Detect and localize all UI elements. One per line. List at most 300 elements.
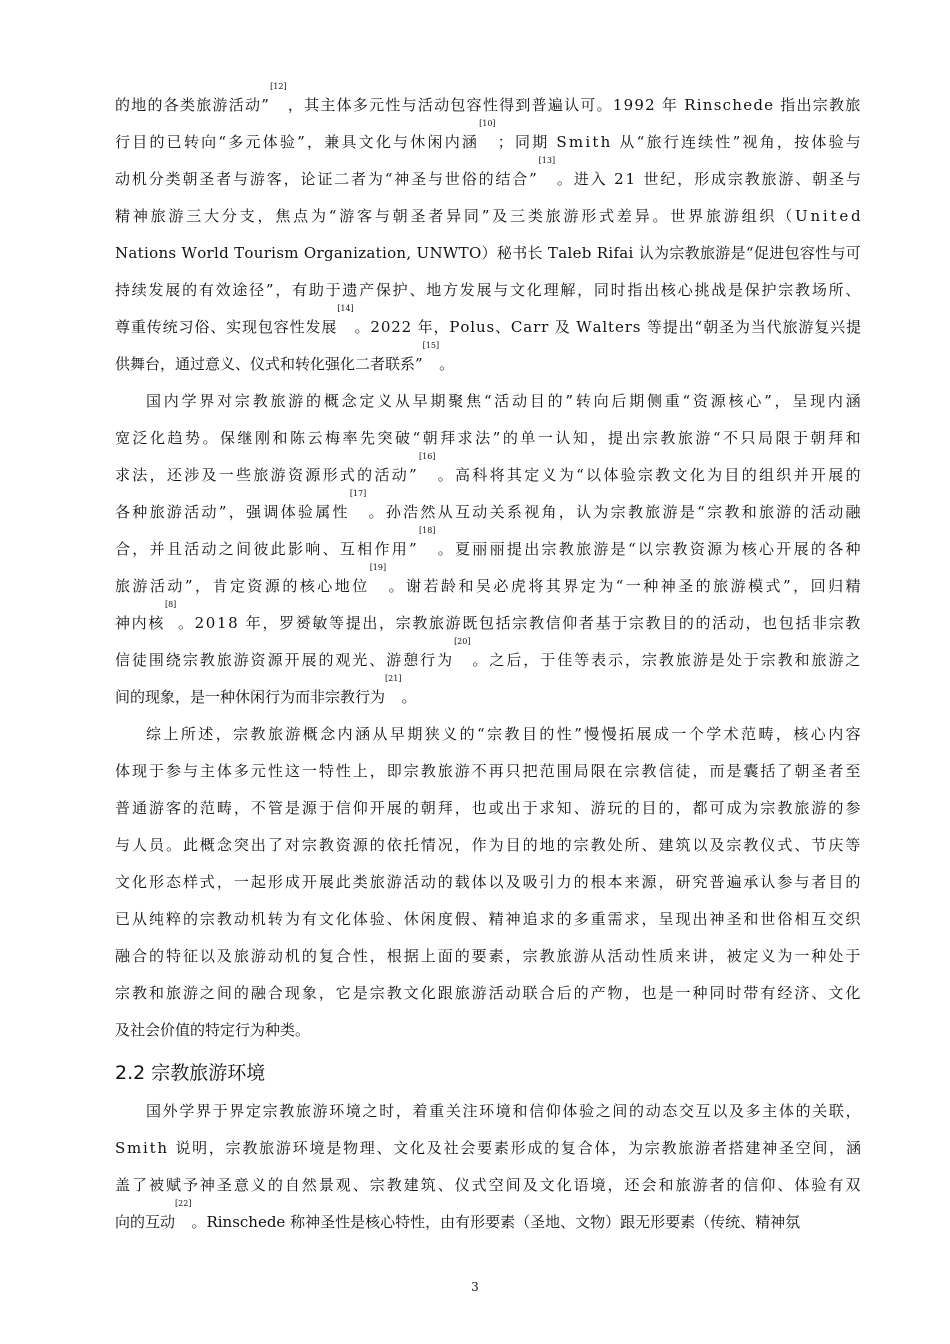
text-char: 为	[777, 947, 793, 965]
text-char: 物	[607, 984, 623, 1002]
text-line	[115, 526, 861, 568]
text-char: 动	[434, 96, 450, 114]
text-char: “	[694, 318, 703, 336]
text-char: 朝	[810, 429, 826, 447]
text-char: 元	[245, 133, 261, 151]
text-char: 国	[146, 392, 162, 410]
text-char: 括	[760, 762, 776, 780]
text-char: 宗	[522, 947, 538, 965]
text-char: 来	[624, 873, 640, 891]
text-char: 验	[297, 503, 313, 521]
text-char: 行	[663, 133, 679, 151]
text-char: 畴	[758, 725, 774, 743]
text-char: 组	[741, 207, 757, 225]
text-char: “	[636, 133, 645, 151]
text-char: 圣	[828, 170, 844, 188]
text-char: 开	[810, 466, 826, 484]
text-char: 的	[233, 984, 249, 1002]
text-char: t	[608, 318, 615, 336]
text-char: 1	[216, 614, 227, 632]
text-char: 旅	[267, 725, 283, 743]
text-char: 验	[579, 1102, 595, 1120]
text-char: 验	[620, 466, 636, 484]
text-char: 游	[212, 96, 228, 114]
text-char: ，	[228, 503, 244, 521]
text-char: e	[614, 318, 624, 336]
text-char: 的	[810, 540, 826, 558]
text-char: 复	[560, 1139, 576, 1157]
text-char: 合	[539, 984, 555, 1002]
text-char: ，	[793, 577, 809, 595]
text-char: 些	[236, 466, 252, 484]
text-char: 游	[454, 762, 470, 780]
text-char: 知	[556, 799, 572, 817]
text-char: 旅	[545, 207, 561, 225]
paragraph-intl-definitions	[115, 82, 861, 383]
text-char: 环	[292, 1139, 308, 1157]
text-char: 保	[220, 429, 236, 447]
text-line	[115, 383, 861, 420]
text-char: 信	[335, 799, 351, 817]
text-char: W	[181, 244, 197, 262]
text-char: 和	[743, 910, 759, 928]
text-char: 期	[407, 725, 423, 743]
text-char: 仪	[760, 836, 776, 854]
text-char: 从	[437, 503, 453, 521]
text-char: 求	[539, 910, 555, 928]
text-char: 目	[828, 873, 844, 891]
text-char: 后	[556, 984, 572, 1002]
text-char: 习	[178, 318, 194, 336]
text-char: 神	[660, 577, 676, 595]
text-char: 和	[741, 503, 757, 521]
text-char: 并	[793, 466, 809, 484]
text-char: ，	[658, 873, 674, 891]
text-char: ，	[745, 614, 761, 632]
text-char: 重	[429, 1102, 445, 1120]
text-char: 及	[554, 318, 570, 336]
text-char: 游	[776, 503, 792, 521]
text-char: 各	[828, 540, 844, 558]
text-char: 分	[148, 170, 164, 188]
text-char: 从	[619, 133, 635, 151]
text-char: 境	[495, 1102, 511, 1120]
text-char: 展	[301, 651, 317, 669]
text-char: 教	[641, 762, 657, 780]
text-char: 畴	[216, 799, 232, 817]
text-char: 朝	[703, 318, 719, 336]
text-char: 旅	[675, 651, 691, 669]
text-char: 跟	[437, 984, 453, 1002]
text-char: 范	[539, 762, 555, 780]
text-char: 早	[389, 725, 405, 743]
text-char: 以	[488, 873, 504, 891]
text-char: 及	[709, 836, 725, 854]
text-char: 和	[845, 429, 861, 447]
text-line	[115, 975, 861, 1012]
text-char: r	[316, 244, 324, 262]
text-line	[115, 420, 861, 457]
text-char: 旅	[259, 1139, 275, 1157]
text-char: 活	[149, 577, 165, 595]
text-char: 出	[644, 281, 660, 299]
text-char: ，	[283, 170, 299, 188]
text-char: 游	[723, 207, 739, 225]
text-char: 特	[165, 947, 181, 965]
text-char: 种	[132, 503, 148, 521]
text-char: 促	[753, 244, 769, 262]
text-char: 动	[645, 1102, 661, 1120]
text-char: 的	[459, 725, 475, 743]
text-char: 观	[335, 651, 351, 669]
text-char: T	[458, 244, 469, 262]
text-char: 为	[367, 170, 383, 188]
text-char: 教	[558, 540, 574, 558]
text-char: 复	[318, 947, 334, 965]
text-char: m	[127, 1139, 142, 1157]
text-char: 旅	[454, 984, 470, 1002]
text-char: t	[830, 207, 837, 225]
text-char: 与	[374, 207, 390, 225]
text-char: 慢	[601, 725, 617, 743]
text-char: 者	[428, 207, 444, 225]
text-char: 互	[455, 503, 471, 521]
text-char: 源	[641, 873, 657, 891]
text-char: 文	[393, 1139, 409, 1157]
text-char: 旅	[216, 651, 232, 669]
text-char: 济	[794, 984, 810, 1002]
text-char: 兼	[324, 133, 340, 151]
text-char: 动	[505, 984, 521, 1002]
text-char: 义	[541, 466, 557, 484]
text-char: 动	[512, 392, 528, 410]
text-char: “	[384, 170, 393, 188]
document-body	[115, 82, 861, 1241]
text-char: 所	[180, 725, 196, 743]
text-char: 将	[489, 466, 505, 484]
text-char: 观	[335, 1176, 351, 1194]
text-char: 宗	[610, 503, 626, 521]
text-char: 。	[472, 651, 488, 669]
text-char: 员	[148, 836, 164, 854]
text-char: ，	[845, 1102, 861, 1120]
text-char: 资	[692, 392, 708, 410]
text-char: 调	[263, 503, 279, 521]
text-char: 体	[594, 1139, 610, 1157]
text-char: 圣	[726, 910, 742, 928]
text-char: 期	[430, 392, 446, 410]
text-char: 容	[466, 96, 482, 114]
text-char: 引	[539, 873, 555, 891]
text-char: 游	[249, 170, 265, 188]
text-char: 象	[301, 984, 317, 1002]
text-char: 教	[795, 281, 811, 299]
text-char: 景	[318, 1176, 334, 1194]
text-char: 元	[250, 762, 266, 780]
text-char: 朝	[812, 170, 828, 188]
text-char: 回	[810, 577, 826, 595]
text-char: 既	[462, 614, 478, 632]
text-char: 产	[590, 984, 606, 1002]
text-char: 出	[625, 429, 641, 447]
text-char: d	[219, 244, 229, 262]
text-char: 各	[115, 503, 131, 521]
text-char: 以	[712, 1102, 728, 1120]
text-char: 神	[762, 1139, 778, 1157]
text-char: 成	[726, 799, 742, 817]
text-line	[115, 1093, 861, 1130]
text-char: 化	[150, 429, 166, 447]
text-char: 从	[394, 392, 410, 410]
text-char: 梅	[325, 429, 341, 447]
text-char: 化	[375, 133, 391, 151]
text-char: 宗	[301, 836, 317, 854]
text-char	[239, 605, 244, 642]
text-char: 展	[318, 873, 334, 891]
text-char: 视	[742, 133, 758, 151]
text-char: 旅	[233, 947, 249, 965]
text-char: 。	[177, 614, 193, 632]
text-char: 活	[228, 96, 244, 114]
text-char: a	[558, 244, 568, 262]
text-char: 不	[471, 762, 487, 780]
text-char: 罗	[279, 614, 295, 632]
text-char: 是	[658, 984, 674, 1002]
text-char: 建	[658, 836, 674, 854]
text-char: 发	[459, 281, 475, 299]
text-char: 展	[828, 466, 844, 484]
text-char: 内	[828, 725, 844, 743]
text-char: 旅	[115, 577, 131, 595]
text-char: 目	[662, 614, 678, 632]
text-char: 旅	[253, 466, 269, 484]
text-line	[115, 272, 861, 309]
text-char: 核	[728, 392, 744, 410]
text-char: e	[743, 96, 753, 114]
text-char: 必	[493, 577, 509, 595]
text-char: 境	[590, 1176, 606, 1194]
text-char: ，	[611, 1139, 627, 1157]
text-char: 承	[743, 873, 759, 891]
text-char: ，	[379, 614, 395, 632]
text-char: 展	[321, 318, 337, 336]
text-char: 然	[301, 1176, 317, 1194]
text-char: 的	[658, 799, 674, 817]
text-char: 赋	[165, 1176, 181, 1194]
text-char: 信	[743, 1176, 759, 1194]
text-char: 根	[386, 947, 402, 965]
text-char: 已	[115, 910, 131, 928]
text-char: 目	[521, 725, 537, 743]
text-char: 宗	[182, 651, 198, 669]
text-char: 教	[645, 614, 661, 632]
text-char: ，	[132, 540, 148, 558]
text-char: 管	[267, 799, 283, 817]
text-run: 。	[401, 688, 417, 706]
text-char: 双	[845, 1176, 861, 1194]
text-char: 上	[352, 762, 368, 780]
text-char: 各	[163, 96, 179, 114]
text-char: 早	[412, 392, 428, 410]
text-char: 包	[450, 96, 466, 114]
text-char: 于	[325, 281, 341, 299]
text-char: 参	[777, 873, 793, 891]
text-char: 的	[624, 799, 640, 817]
text-char: ，	[775, 725, 791, 743]
text-char: 有	[198, 281, 214, 299]
text-char: 为	[558, 466, 574, 484]
text-line	[115, 119, 861, 161]
text-char: 于	[792, 429, 808, 447]
text-char: 绕	[165, 651, 181, 669]
text-char: 综	[146, 725, 162, 743]
text-char: 融	[115, 947, 131, 965]
text-char: 圣	[718, 318, 734, 336]
text-char: ）	[481, 244, 497, 262]
text-char: 的	[454, 947, 470, 965]
text-char: s	[168, 244, 177, 262]
text-char	[641, 309, 646, 346]
text-char: 旅	[270, 392, 286, 410]
text-char: 织	[759, 207, 775, 225]
text-char: 教	[684, 244, 700, 262]
text-char: t	[137, 244, 144, 262]
text-char: “	[682, 392, 691, 410]
text-char: 响	[305, 540, 321, 558]
text-char: 9	[623, 96, 634, 114]
text-char: 时	[610, 281, 626, 299]
text-char: 建	[403, 1176, 419, 1194]
text-char: a	[592, 318, 602, 336]
text-char: 内	[444, 133, 460, 151]
text-char: 和	[658, 1176, 674, 1194]
text-char: 展	[165, 281, 181, 299]
text-char: 文	[539, 1176, 555, 1194]
text-char: 的	[306, 392, 322, 410]
text-char: 宗	[637, 466, 653, 484]
text-char: 有	[760, 984, 776, 1002]
text-char: W	[442, 244, 459, 262]
text-char: 之	[489, 651, 505, 669]
text-char: 容	[273, 318, 289, 336]
text-char: 0	[205, 614, 216, 632]
text-char: 影	[287, 540, 303, 558]
text-char: 心	[677, 281, 693, 299]
text-char: 浩	[403, 503, 419, 521]
text-char: 动	[233, 910, 249, 928]
text-char: n	[343, 244, 353, 262]
section-heading: 2.2 宗教旅游环境	[115, 1062, 266, 1084]
text-char: s	[713, 96, 722, 114]
text-char: 提	[506, 540, 522, 558]
text-char: 为	[310, 207, 326, 225]
text-char: 源	[710, 392, 726, 410]
text-char: 囊	[743, 762, 759, 780]
text-char: 、	[794, 836, 810, 854]
text-char: 角	[759, 133, 775, 151]
text-char: 现	[810, 392, 826, 410]
text-char: 合	[577, 1139, 593, 1157]
text-char: 夏	[455, 540, 471, 558]
text-char: 主	[762, 1102, 778, 1120]
text-char: 游	[778, 170, 794, 188]
text-char: 、	[437, 1176, 453, 1194]
text-char: 只	[740, 429, 756, 447]
text-char: 动	[472, 503, 488, 521]
text-char: 形	[581, 207, 597, 225]
text-char: 不	[722, 429, 738, 447]
text-char: 旅	[794, 799, 810, 817]
text-char: W	[576, 318, 592, 336]
text-char: 外	[162, 1102, 178, 1120]
text-char: i	[628, 244, 634, 262]
text-char: 趋	[167, 429, 183, 447]
text-char: 相	[357, 540, 373, 558]
text-char: 旅	[675, 1176, 691, 1194]
text-char: r	[533, 318, 541, 336]
text-char: 宗	[403, 762, 419, 780]
text-char: 于	[148, 762, 164, 780]
text-char: 定	[743, 947, 759, 965]
paragraph-summary	[115, 716, 861, 1049]
text-char: 教	[386, 984, 402, 1002]
text-char: 挑	[694, 281, 710, 299]
text-char: 性	[482, 96, 498, 114]
text-char: 泛	[132, 429, 148, 447]
text-char: 一	[671, 725, 687, 743]
text-char: 涵	[461, 133, 477, 151]
text-char: 会	[641, 1176, 657, 1194]
text-char: ”	[261, 96, 269, 114]
text-char: 源	[267, 651, 283, 669]
text-char: 度	[437, 910, 453, 928]
text-char: 游	[270, 466, 286, 484]
text-char: 根	[590, 873, 606, 891]
text-char: ，	[454, 799, 470, 817]
text-char: 拜	[437, 799, 453, 817]
text-char: 同	[593, 281, 609, 299]
text-char: 动	[391, 466, 407, 484]
text-char: 注	[462, 1102, 478, 1120]
text-char: 神	[132, 207, 148, 225]
text-char: 于	[540, 651, 556, 669]
text-char: h	[157, 1139, 168, 1157]
text-char: 关	[445, 1102, 461, 1120]
text-char: 刚	[255, 429, 271, 447]
text-char: 性	[352, 947, 368, 965]
text-line	[115, 341, 861, 383]
text-char: 的	[182, 910, 198, 928]
text-char: 出	[505, 799, 521, 817]
text-char: 等	[329, 614, 345, 632]
text-char: 当	[750, 318, 766, 336]
text-char: 性	[715, 133, 731, 151]
text-char: 世	[670, 207, 686, 225]
text-char: 的	[845, 873, 861, 891]
text-char: r	[624, 318, 632, 336]
text-char: 宗	[234, 392, 250, 410]
text-char: 及	[216, 947, 232, 965]
text-char: 有	[301, 910, 317, 928]
text-char: 进	[769, 244, 785, 262]
text-char: 旅	[782, 318, 798, 336]
text-char: 突	[377, 429, 393, 447]
text-char: 化	[410, 1139, 426, 1157]
text-char: 教	[660, 429, 676, 447]
text-run: 间的现象，是一种休闲行为而非宗教行为	[115, 688, 386, 706]
text-char: 述	[198, 725, 214, 743]
text-char: 游	[233, 651, 249, 669]
